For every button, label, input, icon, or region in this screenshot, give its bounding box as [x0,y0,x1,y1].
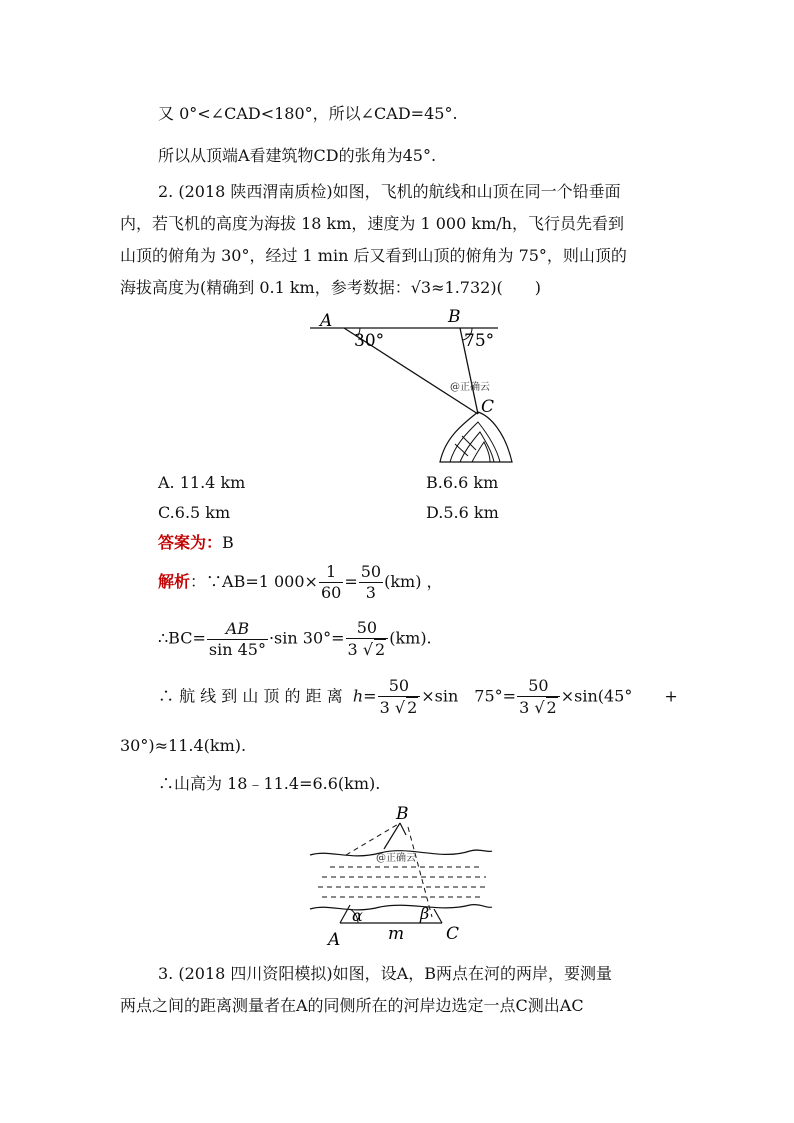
solution-line-4: 30°)≈11.4(km). [120,736,247,755]
label-A: A [320,311,333,331]
fraction: $\frac{50}{3 √ 2}$ [517,676,560,718]
label-C: C [446,924,460,944]
question-2-line: 山顶的俯角为 30°，经过 1 min 后又看到山顶的俯角为 75°，则山顶的 [120,246,627,265]
question-2-line: 海拔高度为(精确到 0.1 km，参考数据：√3≈1.732)( ) [120,278,542,297]
label-m: m [388,924,405,944]
question-3-line: 3. (2018 四川资阳模拟)如图，设A，B两点在河的两岸，要测量 [158,964,612,983]
label-beta: β [420,904,430,923]
solution-text: ：∵AB=1 000× [190,572,318,591]
option-c[interactable]: C.6.5 km [158,503,231,522]
question-2-line: 内，若飞机的高度为海拔 18 km，速度为 1 000 km/h，飞行员先看到 [120,214,624,233]
solution-line-5: ∴山高为 18﹣11.4=6.6(km). [158,774,381,793]
fraction: $\frac{50}{3 √ 2}$ [378,676,421,718]
watermark: @正确云 [376,853,416,864]
fraction: $\frac{50}{3 √ 2}$ [346,618,389,660]
fraction: $\frac{AB}{\sin 45^\circ}$ [208,618,266,659]
solution-line-1: 解析：∵AB=1 000× $\frac{1}{60}$ = $\frac{50}{3}$ (km) ， [158,562,443,602]
airplane-mountain-figure [300,304,530,464]
solution-line-3: ∴ 航 线 到 山 顶 的 距 离 h= $\frac{50}{3 √ 2}$ ×sin 75°= $\frac{50}{3 √ 2}$ ×sin(45° + [158,676,678,717]
watermark: @正确云 [450,382,490,393]
label-B: B [396,805,409,824]
text-line: 所以从顶端A看建筑物CD的张角为45°. [158,146,437,165]
label-alpha: α [352,906,363,925]
text-line: 又 0°<∠CAD<180°，所以∠CAD=45°. [158,104,458,123]
question-2-line: 2. (2018 陕西渭南质检)如图，飞机的航线和山顶在同一个铅垂面 [158,182,621,201]
answer-line [158,533,234,553]
solution-label: 解析 [158,572,191,591]
angle-75-label: 75° [464,331,495,351]
label-A: A [328,930,341,950]
fraction: $\frac{1}{60}$ [320,562,342,602]
label-B: B [448,307,461,327]
river-figure [300,805,500,955]
option-b[interactable]: B.6.6 km [426,473,499,492]
fraction: $\frac{50}{3}$ [360,562,382,602]
answer-value: B [222,533,234,552]
option-d[interactable]: D.5.6 km [426,503,499,522]
angle-30-label: 30° [354,331,385,351]
question-3-line: 两点之间的距离测量者在A的同侧所在的河岸边选定一点C测出AC [120,996,584,1015]
label-C: C [481,397,495,417]
answer-label: 答案为： [158,533,223,552]
solution-line-2: ∴BC= $\frac{AB}{\sin 45^\circ}$ ·sin 30°= $\frac{50}{3 √ 2}$ (km). [158,618,432,659]
option-a[interactable]: A. 11.4 km [158,473,246,492]
